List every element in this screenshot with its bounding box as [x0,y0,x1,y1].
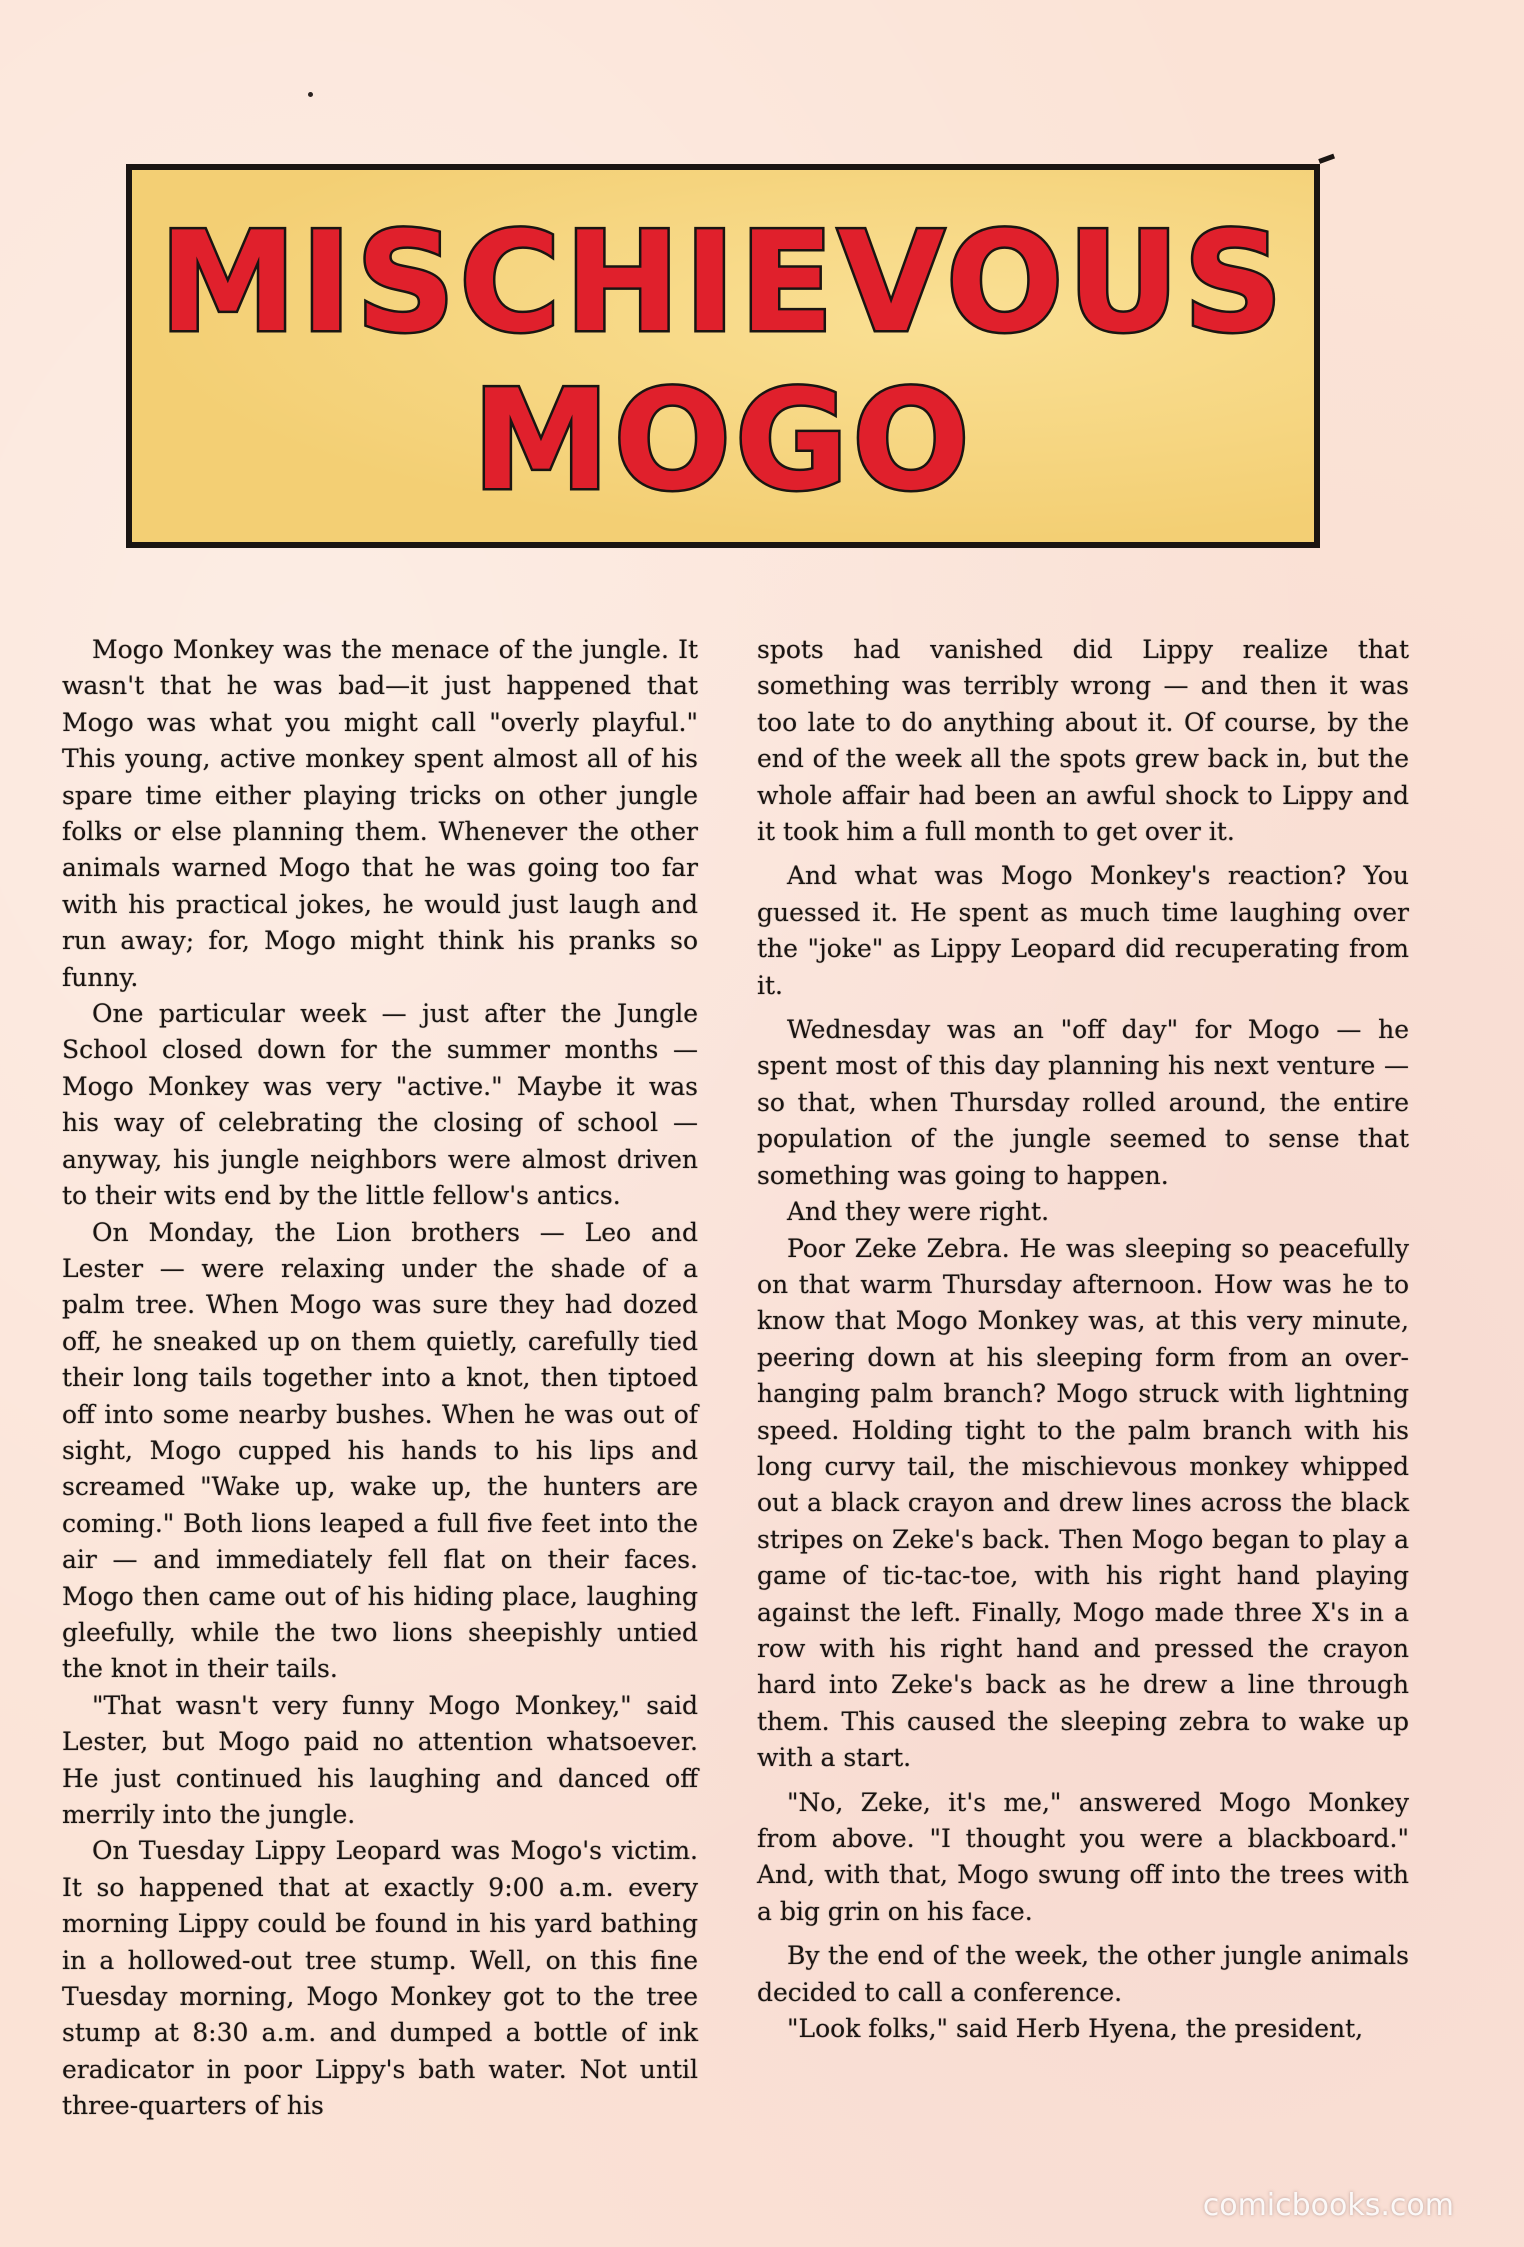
paragraph: One particular week — just after the Jungle School closed down for the summer months — Mogo Monkey was very "active." Maybe it was his way of celebrating the closing of school — anyway, his jungle neighbors were almost driven to their wits end by the little fellow's antics. [62,999,698,1211]
paragraph: Poor Zeke Zebra. He was sleeping so peacefully on that warm Thursday afternoon. How was he to know that Mogo Monkey was, at this very minute, peering down at his sleeping form from an over-hanging palm branch? Mogo struck with lightning speed. Holding tight to the palm branch with his long curvy tail, the mischievous monkey whipped out a black crayon and drew lines across the black stripes on Zeke's back. Then Mogo began to play a game of tic-tac-toe, with his right hand playing against the left. Finally, Mogo made three X's in a row with his right hand and pressed the crayon hard into Zeke's back as he drew a line through them. This caused the sleeping zebra to wake up with a start. [757,1233,1409,1773]
panel-corner-mark [1318,154,1337,172]
story-title-line-1: MISCHIEVOUS [159,202,1287,363]
paragraph: And they were right. [787,1197,1050,1227]
paragraph: And what was Mogo Monkey's reaction? You guessed it. He spent as much time laughing over the "joke" as Lippy Leopard did recuperating from it. [757,861,1409,1000]
speck [308,92,313,97]
paragraph: On Monday, the Lion brothers — Leo and Lester — were relaxing under the shade of a palm tree. When Mogo was sure they had dozed off, he sneaked up on them quietly, carefully tied their long tails together into a knot, then tiptoed off into some nearby bushes. When he was out of sight, Mogo cupped his hands to his lips and screamed "Wake up, wake up, the hunters are coming." Both lions leaped a full five feet into the air — and immediately fell flat on their faces. Mogo then came out of his hiding place, laughing gleefully, while the two lions sheepishly untied the knot in their tails. [62,1217,698,1684]
story-title-line-2: MOGO [472,360,974,521]
site-watermark: comicbooks.com [1202,2188,1454,2223]
paragraph: Wednesday was an "off day" for Mogo — he spent most of this day planning his next venture — so that, when Thursday rolled around, the entire population of the jungle seemed to sense that something was going to happen. [757,1015,1409,1190]
paragraph: "Look folks," said Herb Hyena, the president, [787,2014,1364,2044]
paragraph: By the end of the week, the other jungle animals decided to call a conference. [757,1941,1409,2007]
paragraph: Mogo Monkey was the menace of the jungle. It wasn't that he was bad—it just happened that Mogo was what you might call "overly playful." This young, active monkey spent almost all of his spare time either playing tricks on other jungle folks or else planning them. Whenever the other animals warned Mogo that he was going too far with his practical jokes, he would just laugh and run away; for, Mogo might think his pranks so funny. [62,635,698,992]
paragraph: "No, Zeke, it's me," answered Mogo Monkey from above. "I thought you were a blackboard." And, with that, Mogo swung off into the trees with a big grin on his face. [757,1787,1409,1926]
title-panel [126,164,1320,548]
right-text-column [757,632,1409,2047]
paragraph: On Tuesday Lippy Leopard was Mogo's victim. It so happened that at exactly 9:00 a.m. every morning Lippy could be found in his yard bathing in a hollowed-out tree stump. Well, on this fine Tuesday morning, Mogo Monkey got to the tree stump at 8:30 a.m. and dumped a bottle of ink eradicator in poor Lippy's bath water. Not until three-quarters of his [62,1836,698,2121]
paragraph: spots had vanished did Lippy realize that something was terribly wrong — and then it was too late to do anything about it. Of course, by the end of the week all the spots grew back in, but the whole affair had been an awful shock to Lippy and it took him a full month to get over it. [757,635,1409,847]
paragraph: "That wasn't very funny Mogo Monkey," said Lester, but Mogo paid no attention whatsoever. He just continued his laughing and danced off merrily into the jungle. [62,1690,698,1829]
left-text-column [62,632,698,2125]
